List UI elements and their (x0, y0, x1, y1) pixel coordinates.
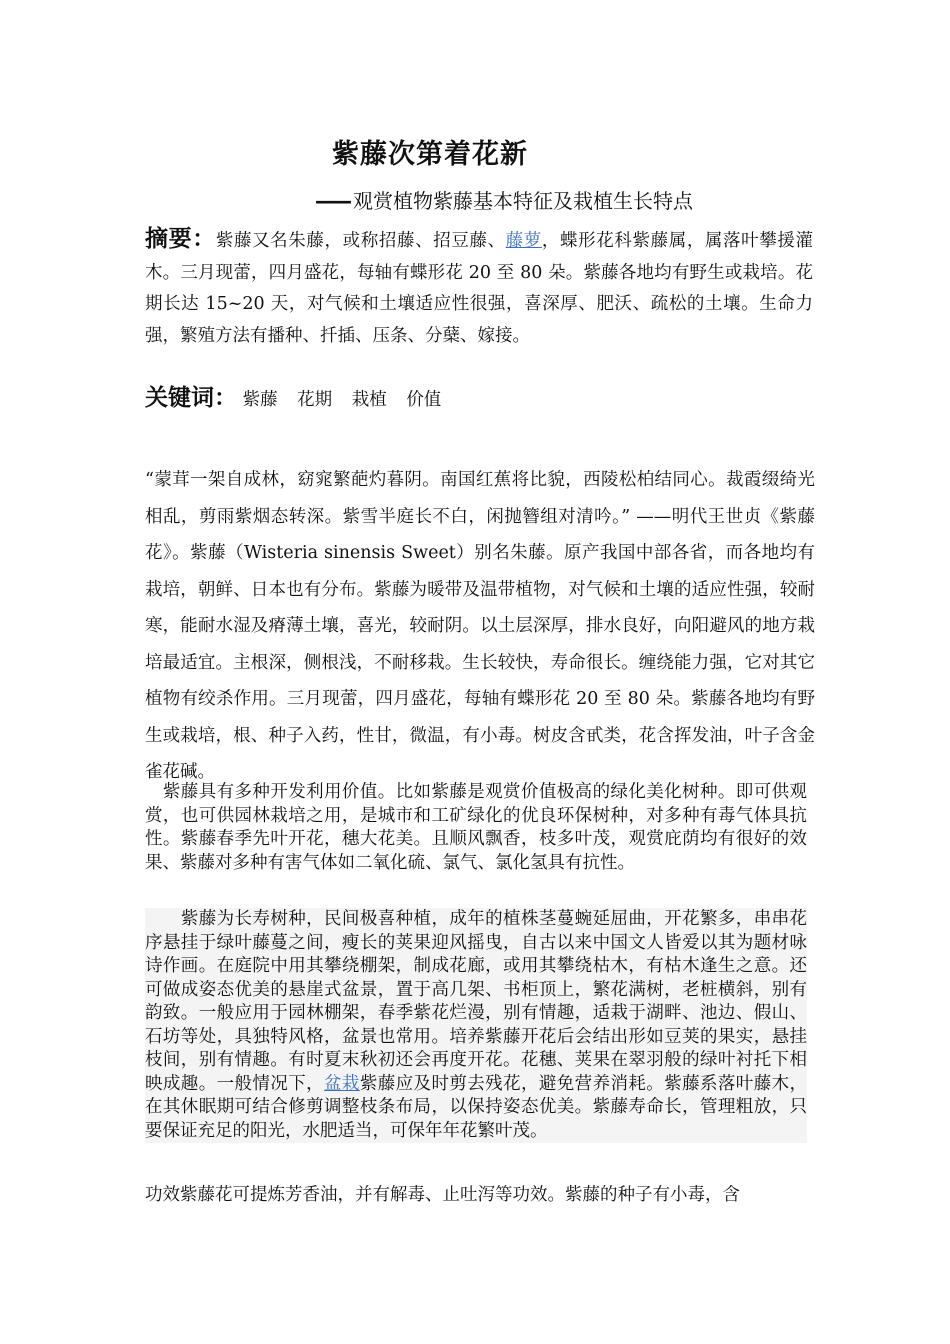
keyword: 花期 (297, 390, 333, 410)
body-paragraph-3 (145, 908, 807, 1143)
keyword: 栽植 (351, 390, 387, 410)
body-paragraph-2 (145, 781, 807, 875)
keyword: 价值 (406, 390, 442, 410)
body-paragraph-3-text-before: 紫藤为长寿树种，民间极喜种植，成年的植株茎蔓蜿延屈曲，开花繁多，串串花序悬挂于绿叶藤蔓之间，瘦长的荚果迎风摇曳，自古以来中国文人皆爱以其为题材咏诗作画。在庭院中用其攀绕棚架，制成花廊，或用其攀绕枯木，有枯木逢生之意。还可做成姿态优美的悬崖式盆景，置于高几架、书柜顶上，繁花满树，老桩横斜，别有韵致。一般应用于园林棚架，春季紫花烂漫，别有情趣，适栽于湖畔、池边、假山、石坊等处，具独特风格，盆景也常用。培养紫藤开花后会结出形如豆荚的果实，悬挂枝间，别有情趣。有时夏末秋初还会再度开花。花穗、荚果在翠羽般的绿叶衬托下相映成趣。一般情况下， (145, 909, 808, 1094)
abstract-text-after: ，蝶形花科紫藤属，属落叶攀援灌木。三月现蕾，四月盛花，每轴有蝶形花 20 至 80 朵。紫藤各地均有野生或栽培。花期长达 15~20 天，对气候和土壤适应性很强，喜深厚、肥沃、疏松的土壤。生命力强，繁殖方法有播种、扦插、压条、分蘖、嫁接。 (145, 231, 814, 346)
body-paragraph-3-link[interactable]: 盆栽 (324, 1073, 360, 1094)
document-subtitle (315, 185, 693, 214)
keyword: 紫藤 (242, 390, 278, 410)
abstract-label: 摘要： (145, 226, 216, 252)
keywords-line (145, 382, 455, 416)
abstract-link[interactable]: 藤萝 (505, 231, 542, 251)
body-paragraph-1: “蒙茸一架自成林，窈窕繁葩灼暮阴。南国红蕉将比貌，西陵松柏结同心。裁霞缀绮光相乱，剪雨紫烟态转深。紫雪半庭长不白，闲抛簪组对清吟。” ——明代王世贞《紫藤花》。紫藤（Wisteria sinensis Sweet）别名朱藤。原产我国中部各省，而各地均有栽培，朝鲜、日本也有分布。紫藤为暖带及温带植物，对气候和土壤的适应性强，较耐寒，能耐水湿及瘠薄土壤，喜光，较耐阴。以土层深厚，排水良好，向阳避风的地方栽培最适宜。主根深，侧根浅，不耐移栽。生长较快，寿命很长。缠绕能力强，它对其它植物有绞杀作用。三月现蕾，四月盛花，每轴有蝶形花 20 至 80 朵。紫藤各地均有野生或栽培，根、种子入药，性甘，微温，有小毒。树皮含甙类，花含挥发油，叶子含金雀花碱。 (145, 470, 815, 782)
body-paragraph-3-text-after: 紫藤应及时剪去残花，避免营养消耗。紫藤系落叶藤木，在其休眠期可结合修剪调整枝条布局，以保持姿态优美。紫藤寿命长，管理粗放，只要保证充足的阳光，水肥适当，可保年年花繁叶茂。 (145, 1073, 808, 1141)
subtitle-text: 观赏植物紫藤基本特征及栽植生长特点 (353, 189, 693, 213)
subtitle-dash: —— (315, 189, 349, 213)
body-paragraph-4: 功效紫藤花可提炼芳香油，并有解毒、止吐泻等功效。紫藤的种子有小毒，含 (145, 1185, 740, 1205)
abstract-paragraph (145, 224, 813, 352)
body-paragraph-2-text: 紫藤具有多种开发利用价值。比如紫藤是观赏价值极高的绿化美化树种。即可供观赏，也可供园林栽培之用，是城市和工矿绿化的优良环保树种，对多种有毒气体具抗性。紫藤春季先叶开花，穗大花美。且顺风飘香，枝多叶茂，观赏庇荫均有很好的效果、紫藤对多种有害气体如二氧化硫、氯气、氯化氢具有抗性。 (145, 782, 808, 873)
keywords-label: 关键词： (145, 385, 237, 411)
abstract-text-before: 紫藤又名朱藤，或称招藤、招豆藤、 (215, 231, 506, 251)
document-title: 紫藤次第着花新 (332, 139, 528, 170)
